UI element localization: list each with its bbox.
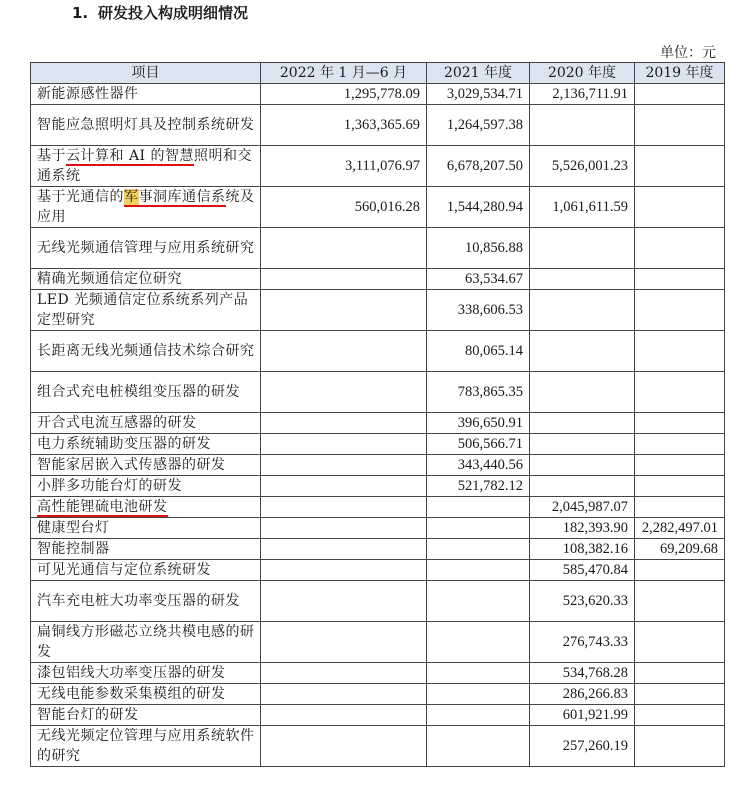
cell-2019	[635, 476, 725, 497]
row-name: LED 光频通信定位系统系列产品定型研究	[31, 290, 261, 331]
table-row	[31, 726, 725, 767]
cell-2019	[635, 372, 725, 413]
cell-2019	[635, 187, 725, 228]
unit-label: 单位：元	[660, 45, 716, 61]
cell-2021: 506,566.71	[427, 434, 530, 455]
cell-2019: 69,209.68	[635, 539, 725, 560]
cell-2020: 2,045,987.07	[530, 497, 635, 518]
cell-2022h1: 3,111,076.97	[261, 146, 427, 187]
cell-2019	[635, 581, 725, 622]
cell-2020: 585,470.84	[530, 560, 635, 581]
cell-2022h1	[261, 228, 427, 269]
cell-2022h1: 560,016.28	[261, 187, 427, 228]
cell-2022h1: 1,363,365.69	[261, 105, 427, 146]
cell-2022h1	[261, 372, 427, 413]
table-row	[31, 705, 725, 726]
cell-2022h1	[261, 331, 427, 372]
cell-2022h1	[261, 581, 427, 622]
table-row	[31, 663, 725, 684]
header-2019: 2019 年度	[635, 63, 725, 84]
cell-2021: 338,606.53	[427, 290, 530, 331]
header-2022h1: 2022 年 1 月—6 月	[261, 63, 427, 84]
cell-2022h1	[261, 434, 427, 455]
table-row	[31, 187, 725, 228]
cell-2021: 783,865.35	[427, 372, 530, 413]
cell-2021	[427, 560, 530, 581]
cell-2022h1	[261, 622, 427, 663]
section-heading	[72, 2, 248, 23]
table-row	[31, 105, 725, 146]
row-name: 智能应急照明灯具及控制系统研发	[31, 105, 261, 146]
cell-2019	[635, 290, 725, 331]
row-name: 高性能锂硫电池研发	[37, 499, 168, 515]
cell-2019	[635, 705, 725, 726]
cell-2020: 108,382.16	[530, 539, 635, 560]
header-2020: 2020 年度	[530, 63, 635, 84]
rd-investment-table	[30, 62, 725, 767]
cell-2019	[635, 413, 725, 434]
row-name: 智能家居嵌入式传感器的研发	[31, 455, 261, 476]
cell-2021	[427, 726, 530, 767]
row-name: 无线光频通信管理与应用系统研究	[31, 228, 261, 269]
cell-2019	[635, 684, 725, 705]
row-name: 电力系统辅助变压器的研发	[31, 434, 261, 455]
cell-2020	[530, 455, 635, 476]
yellow-highlight-annotation: 军	[124, 189, 139, 205]
row-name-annotated	[31, 187, 261, 228]
cell-2021	[427, 581, 530, 622]
table-row	[31, 434, 725, 455]
table-row	[31, 84, 725, 105]
cell-2022h1	[261, 497, 427, 518]
cell-2020	[530, 434, 635, 455]
table-row	[31, 497, 725, 518]
red-underline-annotation: 云计算和 AI 的智慧	[66, 148, 195, 164]
cell-2020	[530, 372, 635, 413]
cell-2022h1	[261, 455, 427, 476]
cell-2021: 3,029,534.71	[427, 84, 530, 105]
table-row	[31, 290, 725, 331]
table-row	[31, 269, 725, 290]
cell-2020	[530, 476, 635, 497]
cell-2021	[427, 684, 530, 705]
cell-2020	[530, 413, 635, 434]
table-row	[31, 518, 725, 539]
table-row	[31, 684, 725, 705]
cell-2019	[635, 228, 725, 269]
row-name: 汽车充电桩大功率变压器的研发	[31, 581, 261, 622]
row-name: 无线光频定位管理与应用系统软件的研究	[31, 726, 261, 767]
row-name: 长距离无线光频通信技术综合研究	[31, 331, 261, 372]
cell-2021: 521,782.12	[427, 476, 530, 497]
cell-2022h1	[261, 539, 427, 560]
table-row	[31, 476, 725, 497]
cell-2021: 343,440.56	[427, 455, 530, 476]
row-name-annotated	[31, 146, 261, 187]
table-row	[31, 455, 725, 476]
cell-2020: 2,136,711.91	[530, 84, 635, 105]
row-name: 基于光通信的军事洞库通信系统及应用	[37, 189, 255, 225]
row-name-annotated	[31, 497, 261, 518]
row-name: 精确光频通信定位研究	[31, 269, 261, 290]
cell-2019	[635, 497, 725, 518]
table-row	[31, 560, 725, 581]
cell-2019: 2,282,497.01	[635, 518, 725, 539]
cell-2020	[530, 228, 635, 269]
cell-2021	[427, 497, 530, 518]
table-header-row	[31, 63, 725, 84]
cell-2019	[635, 560, 725, 581]
cell-2021: 6,678,207.50	[427, 146, 530, 187]
section-number: 1.	[72, 4, 89, 22]
table-row	[31, 581, 725, 622]
cell-2022h1	[261, 560, 427, 581]
cell-2020: 523,620.33	[530, 581, 635, 622]
cell-2021	[427, 539, 530, 560]
cell-2020	[530, 105, 635, 146]
cell-2020: 257,260.19	[530, 726, 635, 767]
cell-2019	[635, 434, 725, 455]
row-name: 智能台灯的研发	[31, 705, 261, 726]
cell-2019	[635, 622, 725, 663]
row-name: 可见光通信与定位系统研发	[31, 560, 261, 581]
cell-2019	[635, 84, 725, 105]
cell-2022h1	[261, 663, 427, 684]
cell-2020	[530, 331, 635, 372]
cell-2022h1	[261, 518, 427, 539]
row-name: 健康型台灯	[31, 518, 261, 539]
cell-2022h1	[261, 684, 427, 705]
table-row	[31, 331, 725, 372]
cell-2020: 276,743.33	[530, 622, 635, 663]
cell-2020: 1,061,611.59	[530, 187, 635, 228]
table-row	[31, 372, 725, 413]
cell-2021: 80,065.14	[427, 331, 530, 372]
row-name: 新能源感性器件	[31, 84, 261, 105]
cell-2021	[427, 705, 530, 726]
cell-2022h1	[261, 726, 427, 767]
cell-2022h1: 1,295,778.09	[261, 84, 427, 105]
row-name: 开合式电流互感器的研发	[31, 413, 261, 434]
cell-2022h1	[261, 269, 427, 290]
cell-2019	[635, 455, 725, 476]
cell-2020: 534,768.28	[530, 663, 635, 684]
red-underline-annotation: 军事洞库通信系	[124, 189, 226, 205]
table-row	[31, 539, 725, 560]
row-name: 智能控制器	[31, 539, 261, 560]
table-row	[31, 622, 725, 663]
row-name: 基于云计算和 AI 的智慧照明和交通系统	[37, 148, 253, 184]
cell-2021: 396,650.91	[427, 413, 530, 434]
table-row	[31, 146, 725, 187]
header-2021: 2021 年度	[427, 63, 530, 84]
row-name: 小胖多功能台灯的研发	[31, 476, 261, 497]
row-name: 无线电能参数采集模组的研发	[31, 684, 261, 705]
row-name: 漆包铝线大功率变压器的研发	[31, 663, 261, 684]
cell-2022h1	[261, 476, 427, 497]
cell-2020	[530, 290, 635, 331]
cell-2022h1	[261, 705, 427, 726]
cell-2019	[635, 331, 725, 372]
cell-2021: 1,264,597.38	[427, 105, 530, 146]
cell-2021: 10,856.88	[427, 228, 530, 269]
cell-2022h1	[261, 290, 427, 331]
cell-2020: 5,526,001.23	[530, 146, 635, 187]
cell-2019	[635, 663, 725, 684]
table-row	[31, 228, 725, 269]
cell-2021	[427, 622, 530, 663]
row-name: 组合式充电桩模组变压器的研发	[31, 372, 261, 413]
cell-2020: 182,393.90	[530, 518, 635, 539]
header-item: 项目	[31, 63, 261, 84]
table-row	[31, 413, 725, 434]
row-name: 扁铜线方形磁芯立绕共模电感的研发	[31, 622, 261, 663]
cell-2021: 1,544,280.94	[427, 187, 530, 228]
cell-2021	[427, 518, 530, 539]
cell-2020: 286,266.83	[530, 684, 635, 705]
cell-2022h1	[261, 413, 427, 434]
cell-2019	[635, 146, 725, 187]
cell-2019	[635, 726, 725, 767]
section-title: 研发投入构成明细情况	[98, 4, 249, 22]
cell-2021: 63,534.67	[427, 269, 530, 290]
cell-2020: 601,921.99	[530, 705, 635, 726]
cell-2019	[635, 269, 725, 290]
cell-2021	[427, 663, 530, 684]
cell-2019	[635, 105, 725, 146]
cell-2020	[530, 269, 635, 290]
